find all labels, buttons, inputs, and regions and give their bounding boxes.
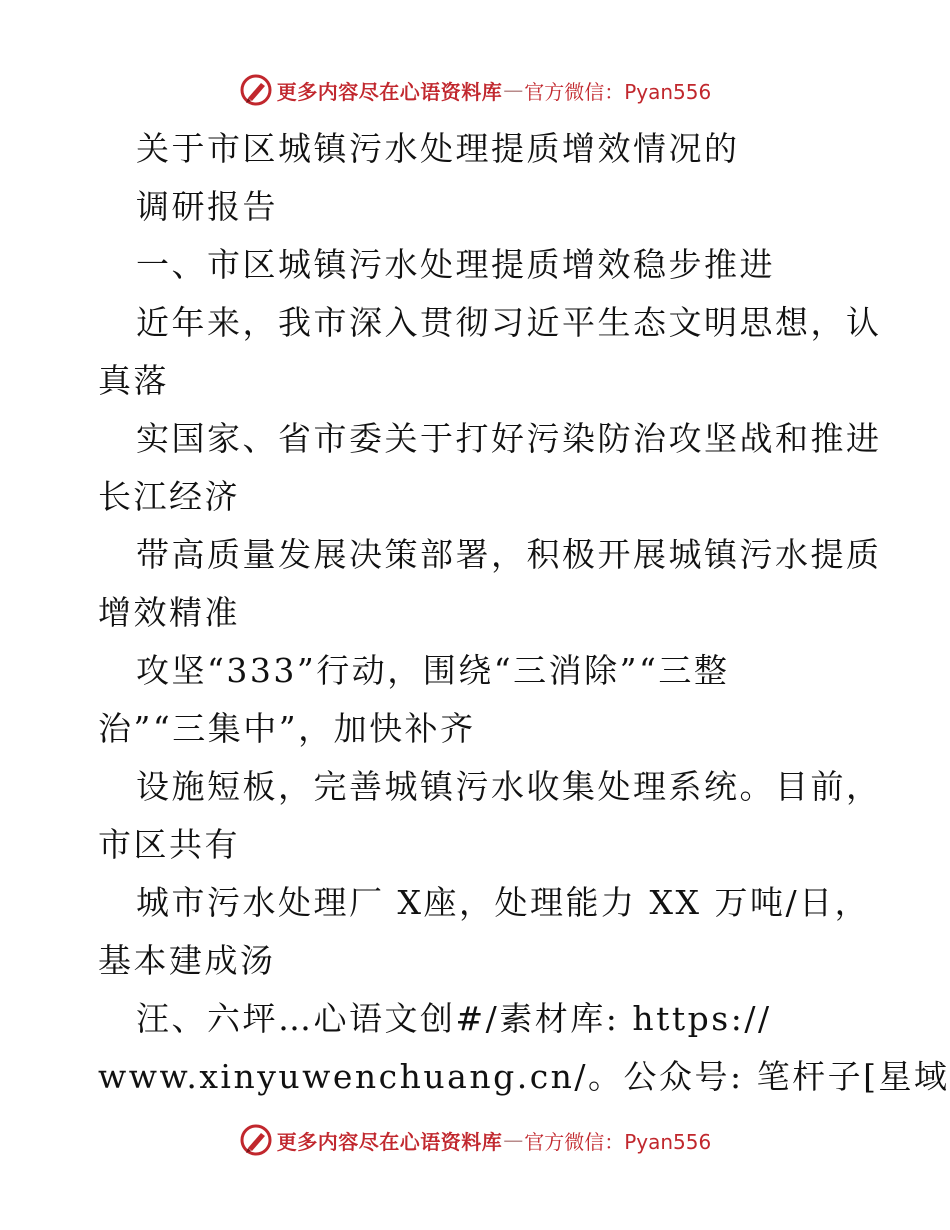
- paragraph-line: www.xinyuwenchuang.cn/。公众号: 笔杆子[星域: [98, 1057, 950, 1096]
- paragraph-line: 治”“三集中”，加快补齐: [98, 709, 476, 748]
- banner-lead-text: 更多内容尽在心语资料库: [276, 1129, 503, 1154]
- paragraph-line: 设施短板，完善城镇污水收集处理系统。目前，: [136, 767, 882, 806]
- paragraph-line: 攻坚“333”行动，围绕“三消除”“三整: [136, 651, 730, 690]
- banner-wechat-text: 官方微信：Pyan556: [524, 79, 712, 104]
- pen-logo-icon: [239, 1123, 273, 1157]
- paragraph-line: 增效精准: [98, 593, 240, 632]
- section-heading-1: 一、市区城镇污水处理提质增效稳步推进: [136, 245, 775, 284]
- paragraph-line: 市区共有: [98, 825, 240, 864]
- footer-banner: [0, 1120, 950, 1160]
- banner-lead-text: 更多内容尽在心语资料库: [276, 79, 503, 104]
- paragraph-line: 长江经济: [98, 477, 240, 516]
- banner-separator: —: [503, 1128, 524, 1152]
- paragraph-line: 近年来，我市深入贯彻习近平生态文明思想，认: [136, 303, 882, 342]
- doc-title-line-1: 关于市区城镇污水处理提质增效情况的: [136, 129, 740, 168]
- header-banner: [0, 70, 950, 110]
- banner-separator: —: [503, 78, 524, 102]
- banner-wechat-text: 官方微信：Pyan556: [524, 1129, 712, 1154]
- paragraph-line: 基本建成汤: [98, 941, 276, 980]
- paragraph-line: 实国家、省市委关于打好污染防治攻坚战和推进: [136, 419, 882, 458]
- paragraph-line: 汪、六坪…心语文创#/素材库: https://: [136, 999, 772, 1038]
- paragraph-line: 城市污水处理厂 X座，处理能力 XX 万吨/日，: [136, 883, 871, 922]
- paragraph-line: 真落: [98, 361, 169, 400]
- doc-title-line-2: 调研报告: [136, 187, 278, 226]
- document-body: [98, 120, 950, 1106]
- pen-logo-icon: [239, 73, 273, 107]
- paragraph-line: 带高质量发展决策部署，积极开展城镇污水提质: [136, 535, 882, 574]
